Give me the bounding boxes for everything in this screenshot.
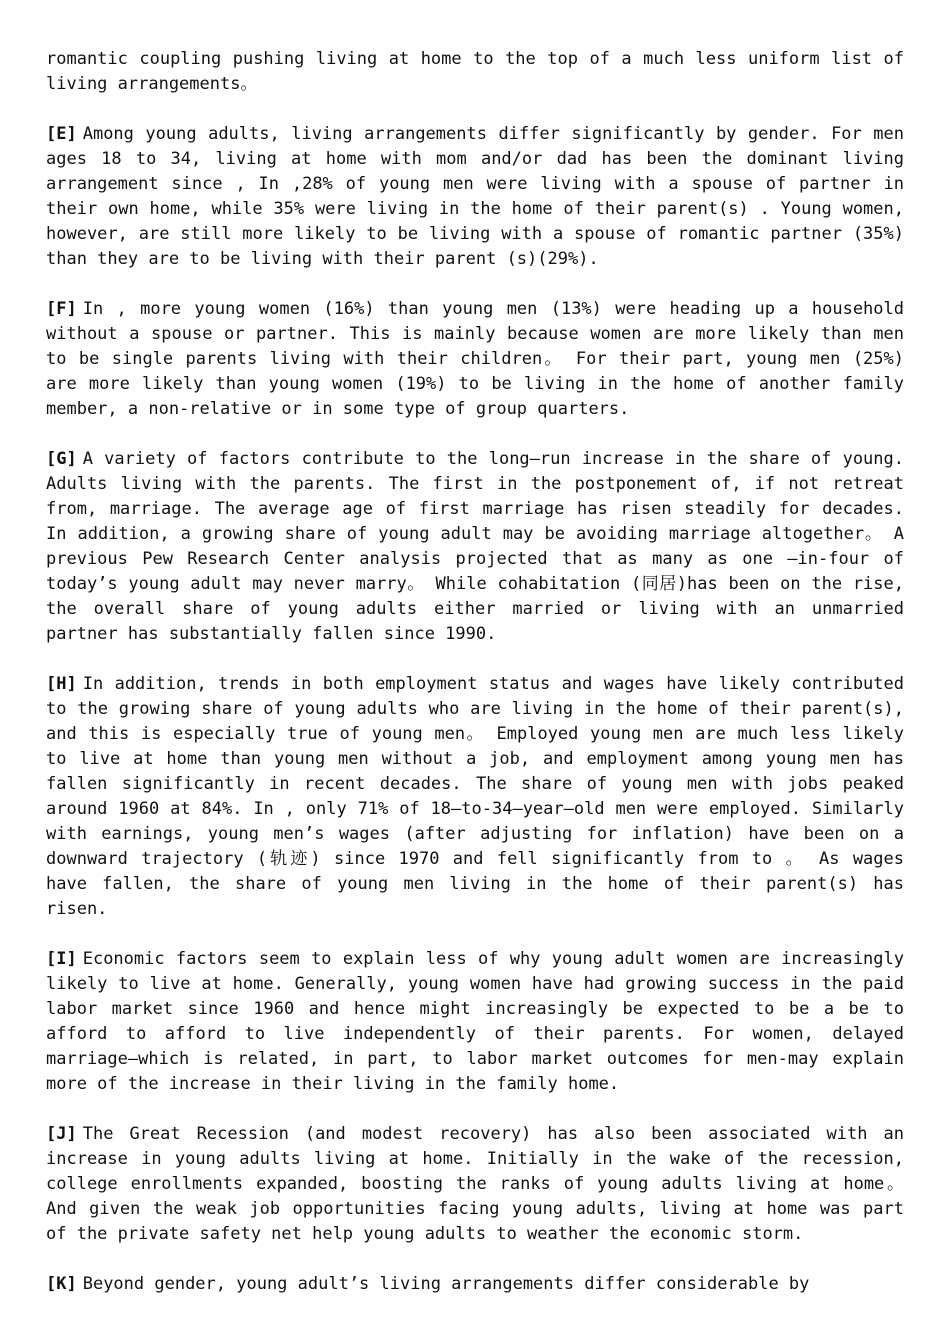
document-page — [46, 47, 904, 1322]
paragraph-text: Economic factors seem to explain less of why young adult women are increasingly likely to live at home. Generally, young women have had growing success in the paid labor market since 1960 and hence might increasingly be expected to be a be to afford to afford to live independently of their parents. For women, delayed marriage—which is related, in part, to labor market outcomes for men-may explain more of the increase in their living in the family home. — [46, 949, 904, 1094]
paragraph-text: In , more young women (16%) than young men (13%) were heading up a household without a spouse or partner. This is mainly because women are more likely than men to be single parents living with their children。 For their part, young men (25%) are more likely than young women (19%) to be living in the home of another family member, a non-relative or in some type of group quarters. — [46, 299, 904, 419]
paragraph-label: [E] — [46, 124, 77, 144]
paragraph-label: [J] — [46, 1124, 77, 1144]
paragraph-g — [46, 447, 904, 647]
paragraph-label: [H] — [46, 674, 77, 694]
paragraph-text: romantic coupling pushing living at home to the top of a much less uniform list of living arrangements。 — [46, 49, 904, 94]
paragraph-text: Among young adults, living arrangements differ significantly by gender. For men ages 18 to 34, living at home with mom and/or dad has been the dominant living arrangement since , In ,28% of young men were living with a spouse of partner in their own home, while 35% were living in the home of their parent(s) . Young women, however, are still more likely to be living with a spouse of romantic partner (35%) than they are to be living with their parent (s)(29%). — [46, 124, 904, 269]
paragraph-h — [46, 672, 904, 922]
paragraph-j — [46, 1122, 904, 1247]
paragraph-text: A variety of factors contribute to the long—run increase in the share of young. Adults living with the parents. The first in the postponement of, if not retreat from, marriage. The average age of first marriage has risen steadily for decades. In addition, a growing share of young adult may be avoiding marriage altogether。 A previous Pew Research Center analysis projected that as many as one —in-four of today’s young adult may never marry。 While cohabitation (同居)has been on the rise, the overall share of young adults either married or living with an unmarried partner has substantially fallen since 1990. — [46, 449, 904, 644]
paragraph-text: The Great Recession (and modest recovery) has also been associated with an increase in young adults living at home. Initially in the wake of the recession, college enrollments expanded, boosting the ranks of young adults living at home。 And given the weak job opportunities facing young adults, living at home was part of the private safety net help young adults to weather the economic storm. — [46, 1124, 904, 1244]
paragraph-label: [I] — [46, 949, 77, 969]
paragraph-label: [F] — [46, 299, 77, 319]
paragraph-f — [46, 297, 904, 422]
paragraph-text: Beyond gender, young adult’s living arrangements differ considerable by — [82, 1274, 810, 1294]
paragraph-text: In addition, trends in both employment status and wages have likely contributed to the growing share of young adults who are living in the home of their parent(s), and this is especially true of young men。 Employed young men are much less likely to live at home than young men without a job, and employment among young men has fallen significantly in recent decades. The share of young men with jobs peaked around 1960 at 84%. In , only 71% of 18—to-34—year—old men were employed. Similarly with earnings, young men’s wages (after adjusting for inflation) have been on a downward trajectory (轨迹) since 1970 and fell significantly from to 。 As wages have fallen, the share of young men living in the home of their parent(s) has risen. — [46, 674, 904, 919]
paragraph-k — [46, 1272, 904, 1297]
paragraph-i — [46, 947, 904, 1097]
paragraph-continuation — [46, 47, 904, 97]
paragraph-e — [46, 122, 904, 272]
paragraph-label: [K] — [46, 1274, 77, 1294]
paragraph-label: [G] — [46, 449, 77, 469]
